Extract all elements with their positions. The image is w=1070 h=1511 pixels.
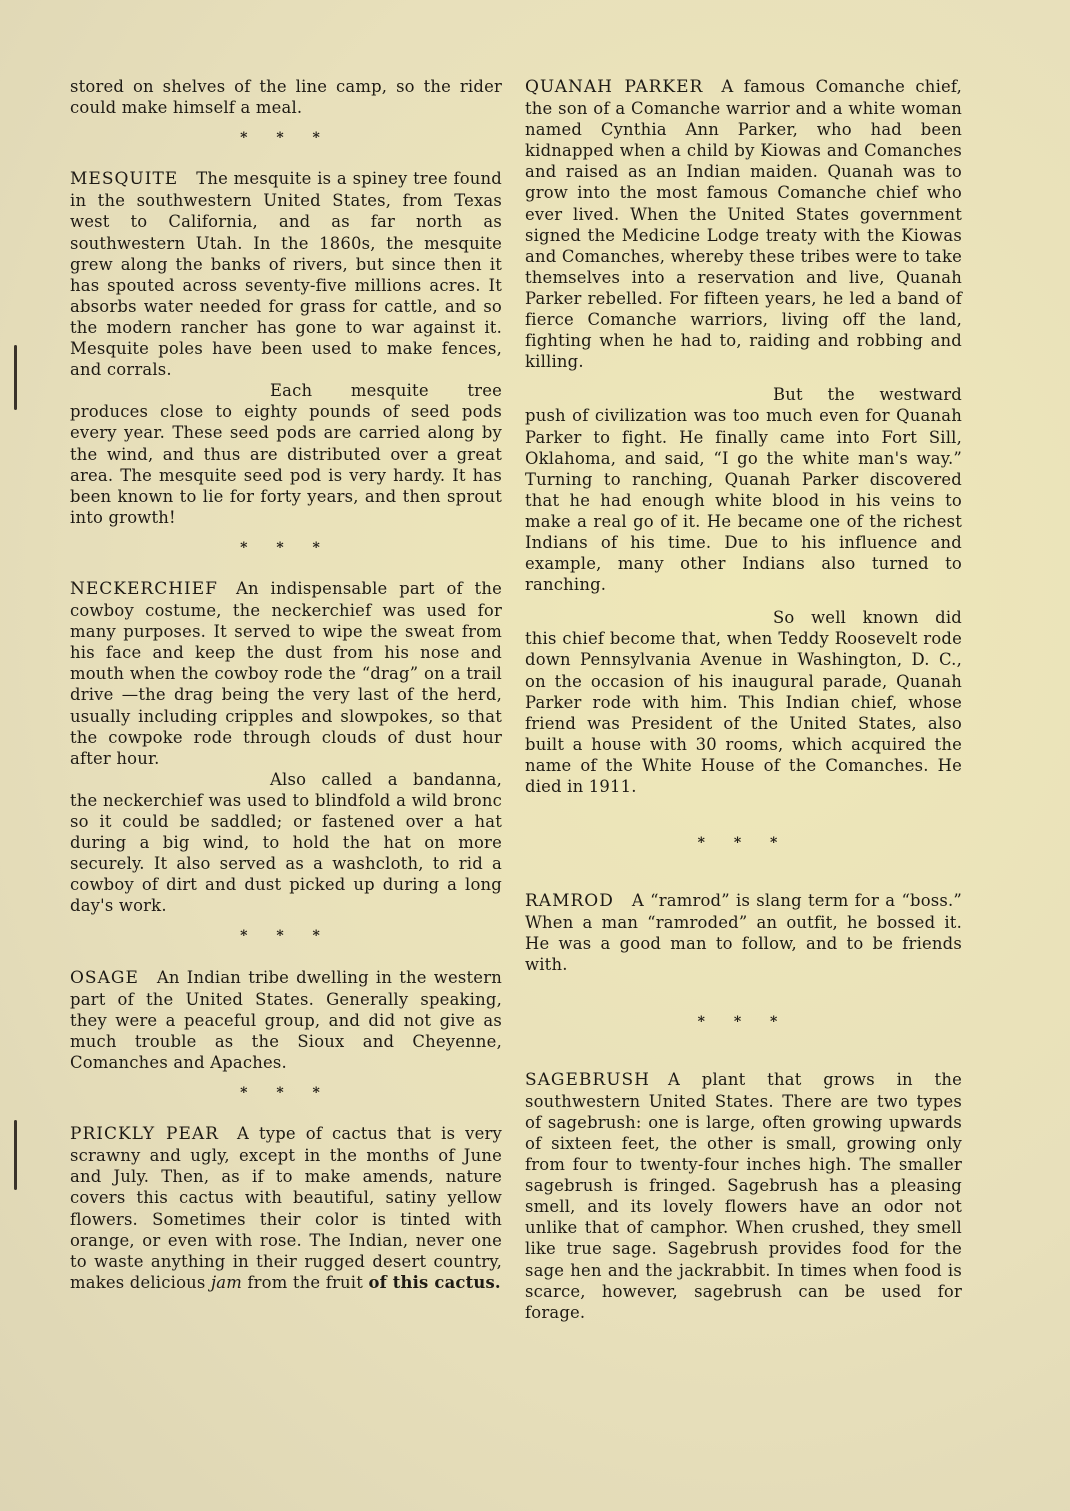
separator: * * * [240,539,332,556]
separator: * * * [240,130,332,147]
entry-text-bold: of this cactus. [368,1272,501,1292]
separator: * * * [240,928,332,945]
entry-term: SAGEBRUSH [525,1069,651,1090]
entry-text: An Indian tribe dwelling in the western part of the United States. Generally speaking, they were a peaceful group, and did not give as much trouble as the Sioux and Cheyenne, Comanches and Apaches. [70,967,502,1072]
entry-term: OSAGE [70,967,139,988]
entry-term: MESQUITE [70,169,179,190]
entry-text: A famous Comanche chief, the son of a Comanche warrior and a white woman named Cynthia Ann Parker, who had been kidnapped when a child by Kiowas and Comanches and raised as an Indian maiden. Quanah was to grow into the most famous Comanche chief who ever lived. When the United States government signed the Medicine Lodge treaty with the Kiowas and Comanches, whereby these tribes were to take themselves into a reservation and live, Quanah Parker rebelled. For fifteen years, he led a band of fierce Comanche warriors, living off the land, fighting when he had to, raiding and robbing and killing. [525,77,962,372]
entry-text: A plant that grows in the southwestern United States. There are two types of sagebrush: one is large, often growing upwards of sixteen feet, the other is small, growing only from four to twenty-four inches high. The smaller sagebrush is fringed. Sagebrush has a pleasing smell, and its lovely flowers have an odor not unlike that of camphor. When crushed, they smell like true sage. Sagebrush provides food for the sage hen and the jackrabbit. In times when food is scarce, however, sagebrush can be used for forage. [525,1069,962,1322]
separator: * * * [240,1085,332,1102]
entry-osage [70,967,502,1073]
binding-mark [14,1120,17,1190]
entry-text: But the westward push of civilization was too much even for Quanah Parker to fight. He finally came into Fort Sill, Oklahoma, and said, “I go the white man's way.” Turning to ranching, Quanah Parker discovered that he had enough white blood in his veins to make a real go of it. He became one of the richest Indians of his time. Due to his influence and example, many other Indians also turned to ranching. [525,385,962,595]
entry-mesquite [70,168,502,528]
entry-term: RAMROD [525,891,614,912]
right-column [525,76,962,1323]
entry-text: An indispensable part of the cowboy costume, the neckerchief was used for many purposes. It served to wipe the sweat from his face and keep the dust from his nose and mouth when the cowboy rode the “drag” on a trail drive —the drag being the very last of the herd, usually including cripples and slowpokes, so that the cowpoke rode through clouds of dust hour after hour. [70,578,502,768]
entry-neckerchief [70,578,502,917]
entry-text: So well known did this chief become that, when Teddy Roosevelt rode down Pennsylvania Avenue in Washington, D. C., on the occasion of his inaugural parade, Quanah Parker rode with him. This Indian chief, whose friend was President of the United States, also built a house with 30 rooms, which acquired the name of the White House of the Comanches. He died in 1911. [525,608,962,796]
separator: * * * [697,835,790,852]
separator: * * * [697,1013,790,1030]
entry-term: PRICKLY PEAR [70,1124,219,1145]
entry-text: from the fruit [247,1272,364,1292]
intro-text: stored on shelves of the line camp, so the rider could make himself a meal. [70,77,502,118]
entry-text: Each mesquite tree produces close to eighty pounds of seed pods every year. These seed pods are carried along by the wind, and thus are distributed over a great area. The mesquite seed pod is very hardy. It has been known to lie for forty years, and then sprout into growth! [70,381,502,527]
left-column [70,76,502,1293]
entry-text: Also called a bandanna, the neckerchief was used to blindfold a wild bronc so it could be saddled; or fastened over a hat during a big wind, to hold the hat on more securely. It also served as a washcloth, to rid a cowboy of dirt and dust picked up during a long day's work. [70,769,502,916]
entry-ramrod [525,890,962,975]
entry-prickly-pear [70,1123,502,1293]
italic-word: jam [210,1272,242,1292]
entry-text: The mesquite is a spiney tree found in the southwestern United States, from Texas west to California, and as far north as southwestern Utah. In the 1860s, the mesquite grew along the banks of rivers, but since then it has spouted across seventy-five millions acres. It absorbs water needed for grass for cattle, and so the modern rancher has gone to war against it. Mesquite poles have been used to make fences, and corrals. [70,169,502,380]
entry-text: A “ramrod” is slang term for a “boss.” When a man “ramroded” an outfit, he bossed it. He was a good man to follow, and to be friends with. [525,891,962,975]
entry-term: NECKERCHIEF [70,578,218,599]
binding-mark [14,345,17,410]
entry-quanah-parker [525,76,962,797]
entry-term: QUANAH PARKER [525,77,704,97]
entry-sagebrush [525,1069,962,1323]
entry-text: A type of cactus that is very scrawny and ugly, except in the months of June and July. Then, as if to make amends, nature covers this cactus with beautiful, satiny yellow flowers. Sometimes their color is tinted with orange, or even with rose. The Indian, never one to waste anything in their rugged desert country, makes delicious [70,1124,502,1292]
